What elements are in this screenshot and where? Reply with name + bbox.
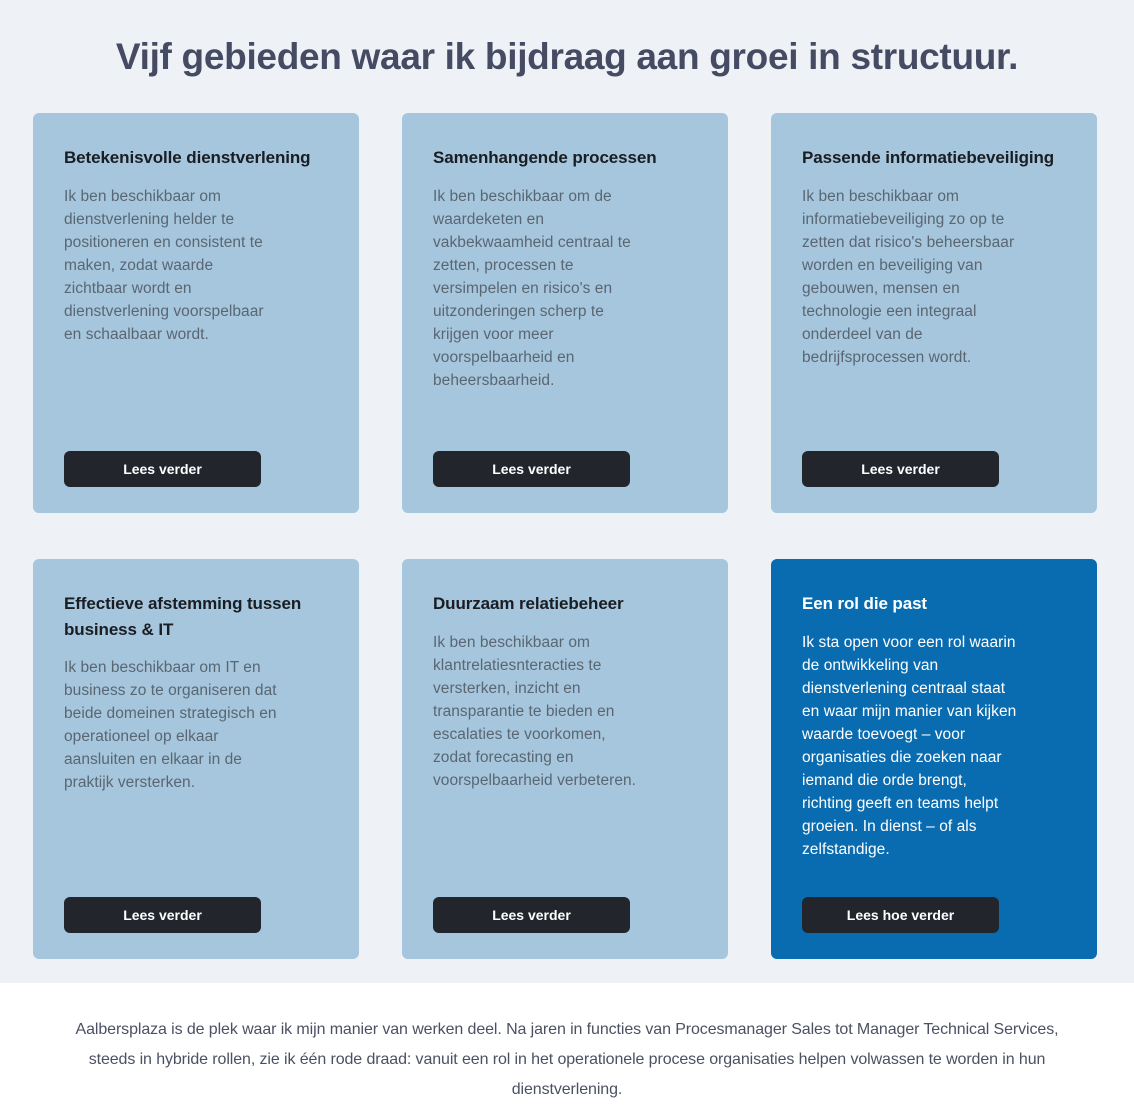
card-cta-wrap — [433, 871, 697, 933]
footer-text: Aalbersplaza is de plek waar ik mijn manier van werken deel. Na jaren in functies van Procesmanager Sales tot Manager Technical Services, steeds in hybride rollen, zie ik één rode draad: vanuit een rol in het operationele procese organisaties helpen volwassen te worden in hun dienstverlening. — [75, 1021, 1059, 1098]
card-cta-wrap — [433, 425, 697, 487]
card-title: Duurzaam relatiebeheer — [433, 594, 624, 613]
card-title: Passende informatiebeveiliging — [802, 148, 1055, 167]
feature-card — [771, 113, 1097, 513]
card-cta-wrap — [64, 871, 328, 933]
read-more-button[interactable]: Lees verder — [433, 451, 630, 487]
card-body: Ik ben beschikbaar om de waardeketen en vakbekwaamheid centraal te zetten, processen te versimpelen en risico's en uitzonderingen scherp te krijgen voor meer voorspelbaarheid en beheersbaarheid. — [433, 187, 631, 389]
card-grid — [33, 113, 1097, 959]
card-cta-wrap — [802, 871, 1066, 933]
page-title: Vijf gebieden waar ik bijdraag aan groei in structuur. — [115, 36, 1019, 77]
card-body: Ik ben beschikbaar om IT en business zo te organiseren dat beide domeinen strategisch en operationeel op elkaar aansluiten en elkaar in de praktijk versterken. — [64, 659, 277, 791]
card-body: Ik sta open voor een rol waarin de ontwikkeling van dienstverlening centraal staat en waar mijn manier van kijken waarde toevoegt – voor organisaties die zoeken naar iemand die orde brengt, richting geeft en teams helpt groeien. In dienst – of als zelfstandige. — [802, 633, 1017, 858]
read-more-button[interactable]: Lees verder — [64, 897, 261, 933]
card-title: Een rol die past — [802, 594, 927, 613]
card-body: Ik ben beschikbaar om klantrelatiesnteracties te versterken, inzicht en transparantie te bieden en escalaties te voorkomen, zodat forecasting en voorspelbaarheid verbeteren. — [433, 633, 637, 789]
card-title: Betekenisvolle dienstverlening — [64, 148, 311, 167]
read-more-button[interactable]: Lees verder — [64, 451, 261, 487]
card-cta-wrap — [64, 425, 328, 487]
card-title: Samenhangende processen — [433, 148, 657, 167]
feature-card — [402, 113, 728, 513]
footer — [0, 983, 1134, 1104]
card-body: Ik ben beschikbaar om dienstverlening helder te positioneren en consistent te maken, zodat waarde zichtbaar wordt en dienstverlening voorspelbaar en schaalbaar wordt. — [64, 187, 264, 343]
read-more-button[interactable]: Lees verder — [433, 897, 630, 933]
card-cta-wrap — [802, 425, 1066, 487]
read-more-button[interactable]: Lees verder — [802, 451, 999, 487]
feature-card — [33, 559, 359, 959]
card-body: Ik ben beschikbaar om informatiebeveiliging zo op te zetten dat risico's beheersbaar worden en beveiliging van gebouwen, mensen en technologie een integraal onderdeel van de bedrijfsprocessen wordt. — [802, 187, 1015, 366]
feature-card — [33, 113, 359, 513]
feature-card — [402, 559, 728, 959]
feature-card — [771, 559, 1097, 959]
card-title: Effectieve afstemming tussen business & IT — [64, 594, 302, 639]
read-more-button[interactable]: Lees hoe verder — [802, 897, 999, 933]
